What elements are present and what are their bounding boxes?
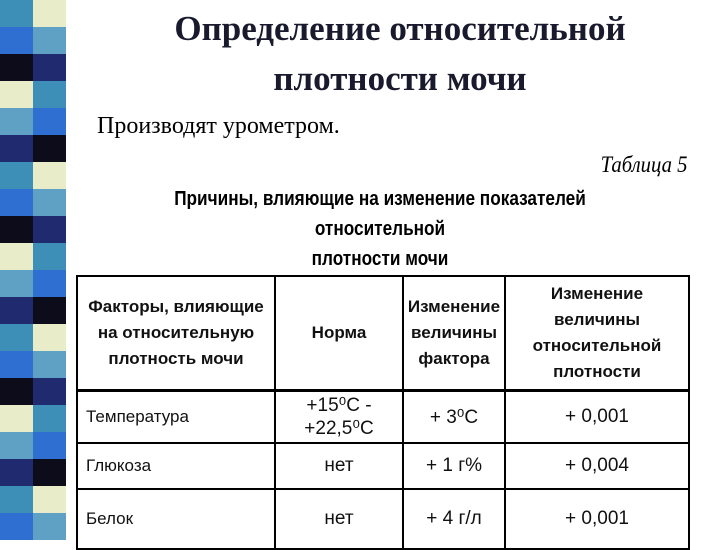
stripe-square — [0, 459, 33, 486]
stripe-square — [0, 486, 33, 513]
stripe-square — [33, 0, 66, 27]
row-norm: +15⁰С - +22,5⁰С — [275, 391, 403, 444]
row-density-change: + 0,001 — [505, 489, 689, 549]
stripe-square — [33, 162, 66, 189]
stripe-square — [0, 162, 33, 189]
slide-title — [100, 4, 700, 104]
header-factors: Факторы, влияющие на относительную плотность мочи — [77, 276, 275, 391]
stripe-square — [0, 135, 33, 162]
row-norm: нет — [275, 489, 403, 549]
slide-title-line-2: плотности мочи — [273, 59, 527, 98]
stripe-square — [0, 351, 33, 378]
stripe-square — [33, 324, 66, 351]
stripe-square — [33, 27, 66, 54]
header-factor-change: Изменение величины фактора — [403, 276, 505, 391]
stripe-square — [0, 270, 33, 297]
table-caption — [135, 184, 625, 274]
stripe-square — [33, 135, 66, 162]
stripe-square — [0, 108, 33, 135]
table-header-row — [77, 276, 689, 391]
stripe-square — [33, 216, 66, 243]
table-label: Таблица 5 — [601, 152, 688, 177]
stripe-square — [33, 459, 66, 486]
stripe-square — [33, 432, 66, 459]
stripe-square — [33, 297, 66, 324]
slide-title-line-1: Определение относительной — [174, 9, 626, 48]
stripe-square — [0, 216, 33, 243]
header-density-change: Изменение величины относительной плотности — [505, 276, 689, 391]
row-factor: Белок — [77, 489, 275, 549]
row-factor: Глюкоза — [77, 443, 275, 489]
row-norm: нет — [275, 443, 403, 489]
row-factor-change: + 1 г% — [403, 443, 505, 489]
stripe-square — [33, 108, 66, 135]
stripe-square — [0, 405, 33, 432]
stripe-square — [0, 27, 33, 54]
stripe-square — [33, 513, 66, 540]
row-factor-change: + 3⁰С — [403, 391, 505, 444]
stripe-square — [0, 189, 33, 216]
slide-subtitle: Производят урометром. — [97, 113, 340, 139]
factors-table — [76, 275, 690, 550]
table-row — [77, 443, 689, 489]
table-row — [77, 489, 689, 549]
stripe-square — [33, 189, 66, 216]
row-factor-change: + 4 г/л — [403, 489, 505, 549]
table-row — [77, 391, 689, 444]
stripe-square — [33, 378, 66, 405]
table-caption-line-2: плотности мочи — [311, 248, 449, 270]
table-caption-line-1: Причины, влияющие на изменение показателей относительной — [174, 188, 586, 240]
stripe-square — [0, 297, 33, 324]
row-density-change: + 0,001 — [505, 391, 689, 444]
stripe-square — [0, 378, 33, 405]
row-density-change: + 0,004 — [505, 443, 689, 489]
stripe-square — [0, 432, 33, 459]
decorative-stripe — [0, 0, 66, 540]
stripe-square — [33, 54, 66, 81]
stripe-square — [0, 513, 33, 540]
stripe-square — [33, 270, 66, 297]
stripe-square — [33, 351, 66, 378]
stripe-square — [33, 81, 66, 108]
stripe-square — [0, 0, 33, 27]
stripe-square — [33, 405, 66, 432]
stripe-square — [0, 54, 33, 81]
header-norm: Норма — [275, 276, 403, 391]
stripe-square — [33, 243, 66, 270]
stripe-square — [33, 486, 66, 513]
stripe-square — [0, 324, 33, 351]
row-factor: Температура — [77, 391, 275, 444]
stripe-square — [0, 81, 33, 108]
stripe-square — [0, 243, 33, 270]
